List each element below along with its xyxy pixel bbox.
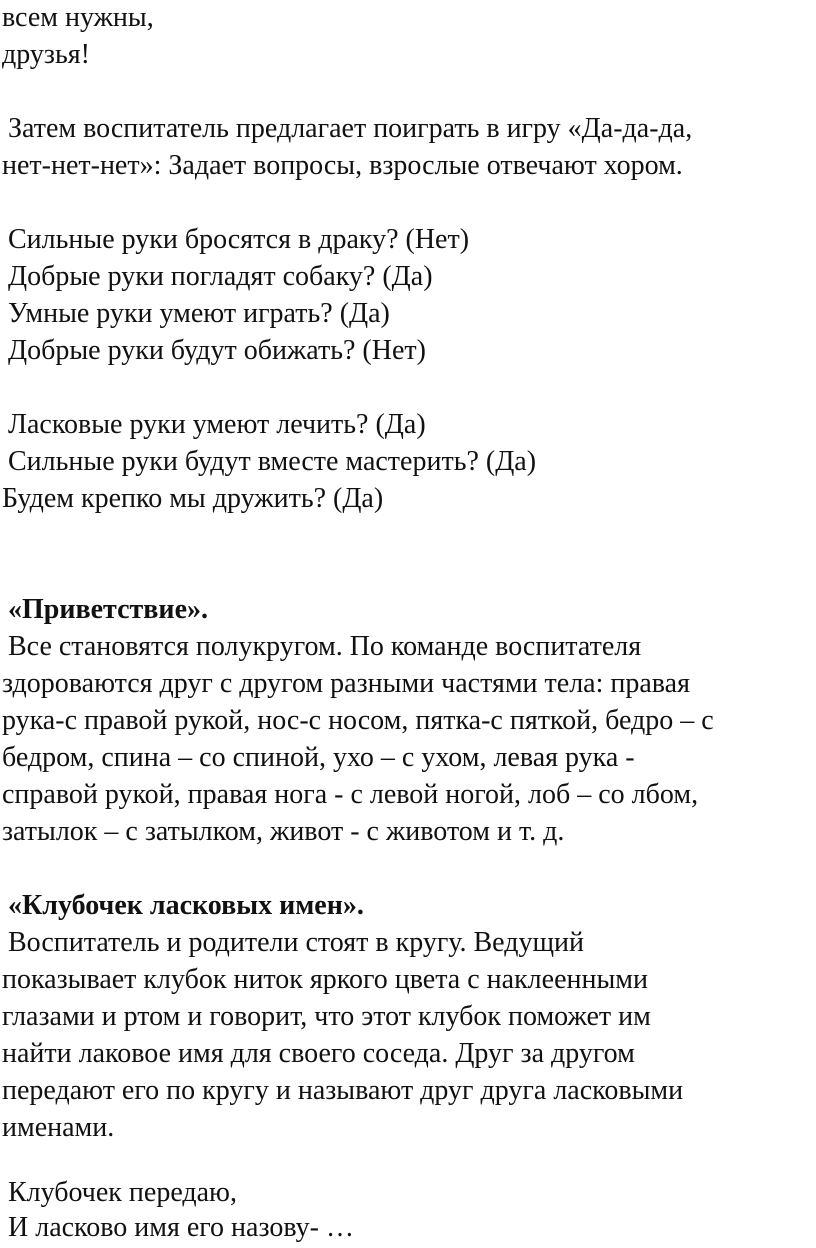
greeting-text-line: здороваются друг с другом разными частями тела: правая xyxy=(2,668,690,699)
question-line: Будем крепко мы дружить? (Да) xyxy=(2,483,384,514)
greeting-text-line: рука-с правой рукой, нос-с носом, пятка-с пяткой, бедро – с xyxy=(2,705,714,736)
game-intro-line: Затем воспитатель предлагает поиграть в игру «Да-да-да, xyxy=(8,113,693,144)
ball-text-line: показывает клубок ниток яркого цвета с наклеенными xyxy=(2,964,648,995)
question-line: Умные руки умеют играть? (Да) xyxy=(8,298,390,329)
greeting-text-line: справой рукой, правая нога - с левой ногой, лоб – со лбом, xyxy=(2,779,699,810)
poem-line: Клубочек передаю, xyxy=(8,1177,237,1208)
intro-line: всем нужны, xyxy=(2,2,154,33)
greeting-text-line: Все становятся полукругом. По команде воспитателя xyxy=(8,631,642,662)
question-line: Добрые руки будут обижать? (Нет) xyxy=(8,335,426,366)
ball-text-line: Воспитатель и родители стоят в кругу. Ведущий xyxy=(8,927,585,958)
question-line: Ласковые руки умеют лечить? (Да) xyxy=(8,409,426,440)
game-intro-line: нет-нет-нет»: Задает вопросы, взрослые отвечают хором. xyxy=(2,150,683,181)
ball-text-line: глазами и ртом и говорит, что этот клубок поможет им xyxy=(2,1001,651,1032)
question-line: Добрые руки погладят собаку? (Да) xyxy=(8,261,433,292)
question-line: Сильные руки бросятся в драку? (Нет) xyxy=(8,224,470,255)
ball-heading: «Клубочек ласковых имен». xyxy=(8,890,364,921)
greeting-heading: «Приветствие». xyxy=(8,594,208,625)
ball-text-line: передают его по кругу и называют друг друга ласковыми xyxy=(2,1075,684,1106)
ball-text-line: именами. xyxy=(2,1112,115,1143)
poem-line: И ласково имя его назову- … xyxy=(8,1212,354,1243)
greeting-text-line: затылок – с затылком, живот - с животом и т. д. xyxy=(2,816,565,847)
ball-text-line: найти лаковое имя для своего соседа. Друг за другом xyxy=(2,1038,635,1069)
greeting-text-line: бедром, спина – со спиной, ухо – с ухом, левая рука - xyxy=(2,742,635,773)
question-line: Сильные руки будут вместе мастерить? (Да) xyxy=(8,446,537,477)
intro-line: друзья! xyxy=(2,39,90,70)
